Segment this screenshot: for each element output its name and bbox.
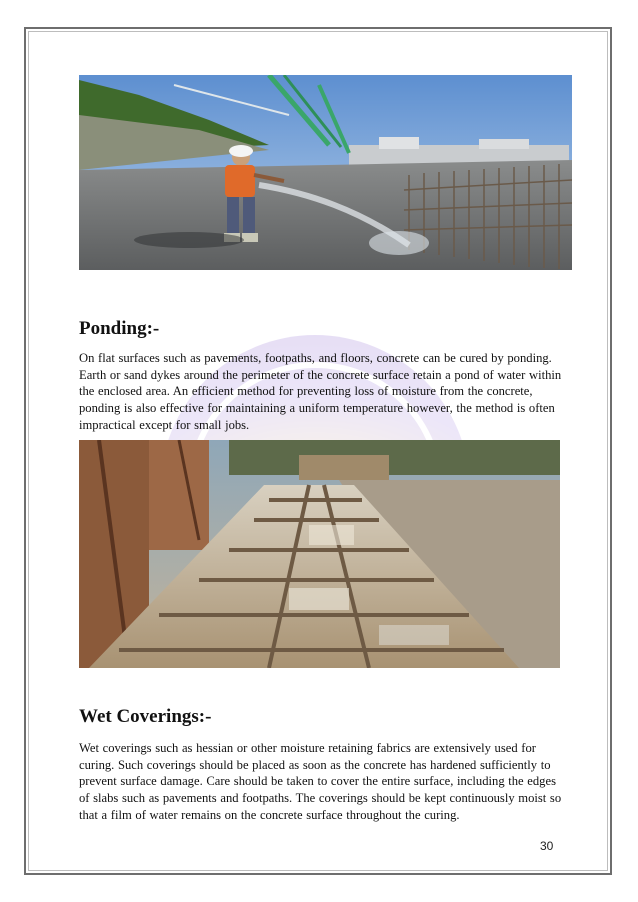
wet-coverings-heading: Wet Coverings:- (79, 706, 212, 727)
ponding-paragraph: On flat surfaces such as pavements, footpaths, and floors, concrete can be cured by ponding. Earth or sand dykes around the perimeter of the concrete surface retain a pond of water within the enclosed area. An efficient method for preventing loss of moisture from the concrete, ponding is also effective for maintaining a uniform temperature however, the method is often impractical except for small jobs. (79, 351, 562, 432)
curing-spray-photo (79, 75, 572, 270)
worker-spraying-image (79, 75, 572, 270)
page-number: 30 (540, 839, 554, 853)
ponding-heading: Ponding:- (79, 318, 160, 339)
wet-coverings-paragraph: Wet coverings such as hessian or other moisture retaining fabrics are extensively used for curing. Such coverings should be placed as soon as the concrete has hardened sufficiently to prevent surface damage. Care should be taken to cover the entire surface, including the edges of slabs such as pavements and footpaths. The coverings should be kept continuously moist so that a film of water remains on the concrete surface throughout the curing. (79, 741, 562, 822)
ponding-grid-image (79, 440, 560, 668)
ponding-photo (79, 440, 560, 668)
